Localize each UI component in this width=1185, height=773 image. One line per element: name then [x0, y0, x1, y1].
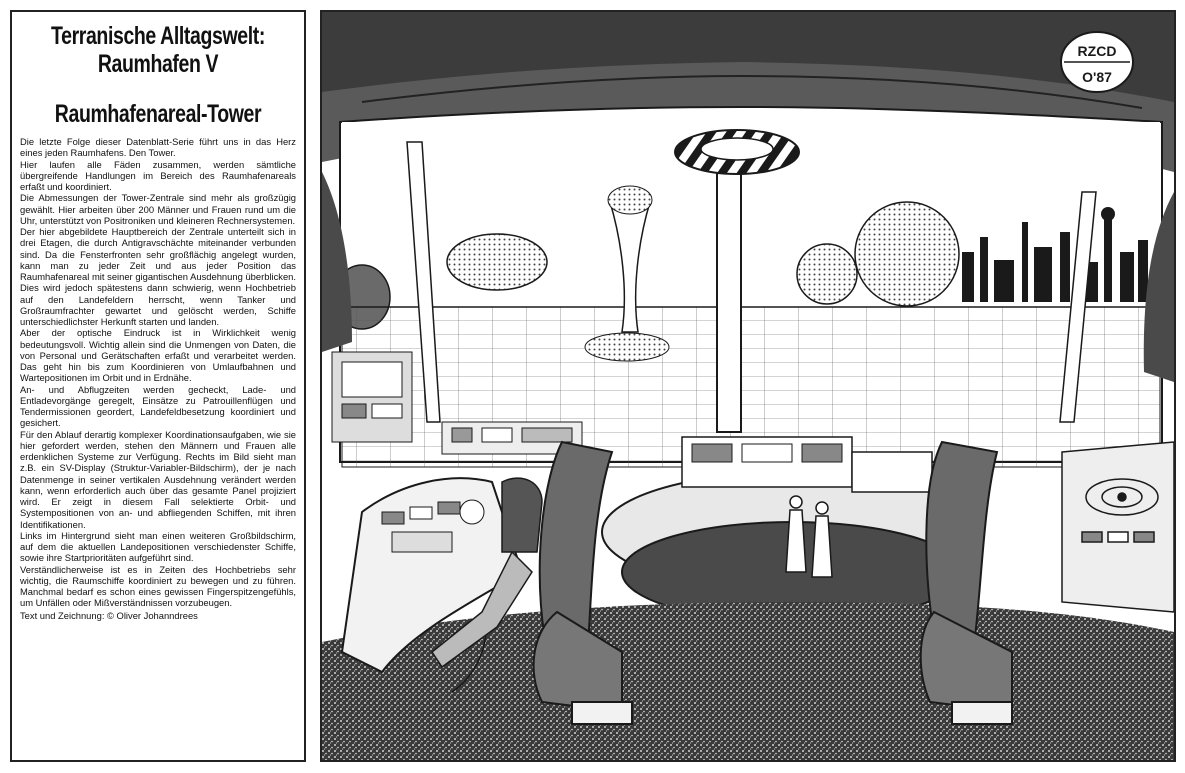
article-paragraph: An- und Abflugzeiten werden gecheckt, Lade- und Entladevorgänge geregelt, Einsätze zu Patrouillenflügen und Tendermissionen geordert, Landefeldbesetzung koordiniert und gesichert. [20, 383, 296, 429]
article-paragraph: Hier laufen alle Fäden zusammen, werden sämtliche übergreifende Handlungen im Bereich des Raumhafenareals erfaßt und koordiniert. [20, 158, 296, 192]
sv-display [1062, 442, 1174, 612]
article-body [20, 136, 296, 609]
floor-carpet [322, 602, 1174, 760]
article-panel [10, 10, 306, 762]
tower-illustration-drawing [322, 12, 1174, 760]
signature-bottom-text: O'87 [1082, 69, 1112, 85]
article-credit: Text und Zeichnung: © Oliver Johanndrees [20, 609, 198, 621]
article-paragraph: Aber der optische Eindruck ist in Wirklichkeit wenig bedeutungsvoll. Wichtig allein sind die Unmengen von Daten, die von Personal und Gerätschaften erfaßt und verarbeitet werden. Das geht hin bis zum Koordinieren von Umlaufbahnen und Wartepositionen im Orbit und in Erdnähe. [20, 327, 296, 384]
article-title-line-2: Raumhafen V [97, 50, 219, 78]
article-paragraph: Die Abmessungen der Tower-Zentrale sind mehr als großzügig gewählt. Hier arbeiten über 200 Männer und Frauen rund um die Uhr, unterstützt von Positroniken und kleineren Rechnersystemen. [20, 192, 296, 226]
article-paragraph: Die letzte Folge dieser Datenblatt-Serie führt uns in das Herz eines jeden Raumhafens. Den Tower. [20, 136, 296, 159]
article-subtitle: Raumhafenareal-Tower [54, 100, 262, 128]
artist-signature [1061, 32, 1133, 92]
article-paragraph: Für den Ablauf derartig komplexer Koordinationsaufgaben, wie sie hier gefordert werden, stehen den Männern und Frauen alle erdenklichen Systeme zur Verfügung. Rechts im Bild sieht man z.B. ein SV-Display (Struktur-Variabler-Bildschirm), der je nach Datenmenge in seiner vertikalen Ausdehnung verändert werden kann, wenn erforderlich auch über das gesamte Panel projiziert wird. Er zeigt in diesem Fall selektierte Orbit- und Systempositionen von an- und abfliegenden Schiffen, mit ihren Identifikationen. [20, 428, 296, 530]
right-chair [921, 442, 1012, 724]
article-paragraph: Der hier abgebildete Hauptbereich der Zentrale unterteilt sich in drei Etagen, die durch Antigravschächte miteinander verbunden sind. Da die Fensterfronten sehr großflächig angelegt wurden, kann man zu jeder Zeit und aus jeder Position das Raumhafenareal mit seiner gigantischen Ausdehnung überblicken. Dies wird jedoch spätestens dann schwierig, wenn Hochbetrieb auf den Landefeldern herrscht, wenn Tanker und Großraumfrachter gewartet und gelöscht werden, Schiffe unterschiedlichster Herkunft starten und landen. [20, 226, 296, 327]
tower-illustration [320, 10, 1176, 762]
article-title-line-1: Terranische Alltagswelt: [51, 22, 265, 50]
signature-top-text: RZCD [1077, 43, 1117, 59]
article-paragraph: Links im Hintergrund sieht man einen weiteren Großbildschirm, auf dem die aktuellen Landepositionen verschiedenster Schiffe, sowie ihre Startprioritäten aufgeführt sind. [20, 529, 296, 564]
left-chair [534, 442, 632, 724]
article-paragraph: Verständlicherweise ist es in Zeiten des Hochbetriebs sehr wichtig, die Raumschiffe koordiniert zu bewegen und zu führen. Manchmal bedarf es schon eines gewissen Fingerspitzengefühls, um Unfällen oder Mißverständnissen vorzubeugen. [20, 563, 296, 609]
